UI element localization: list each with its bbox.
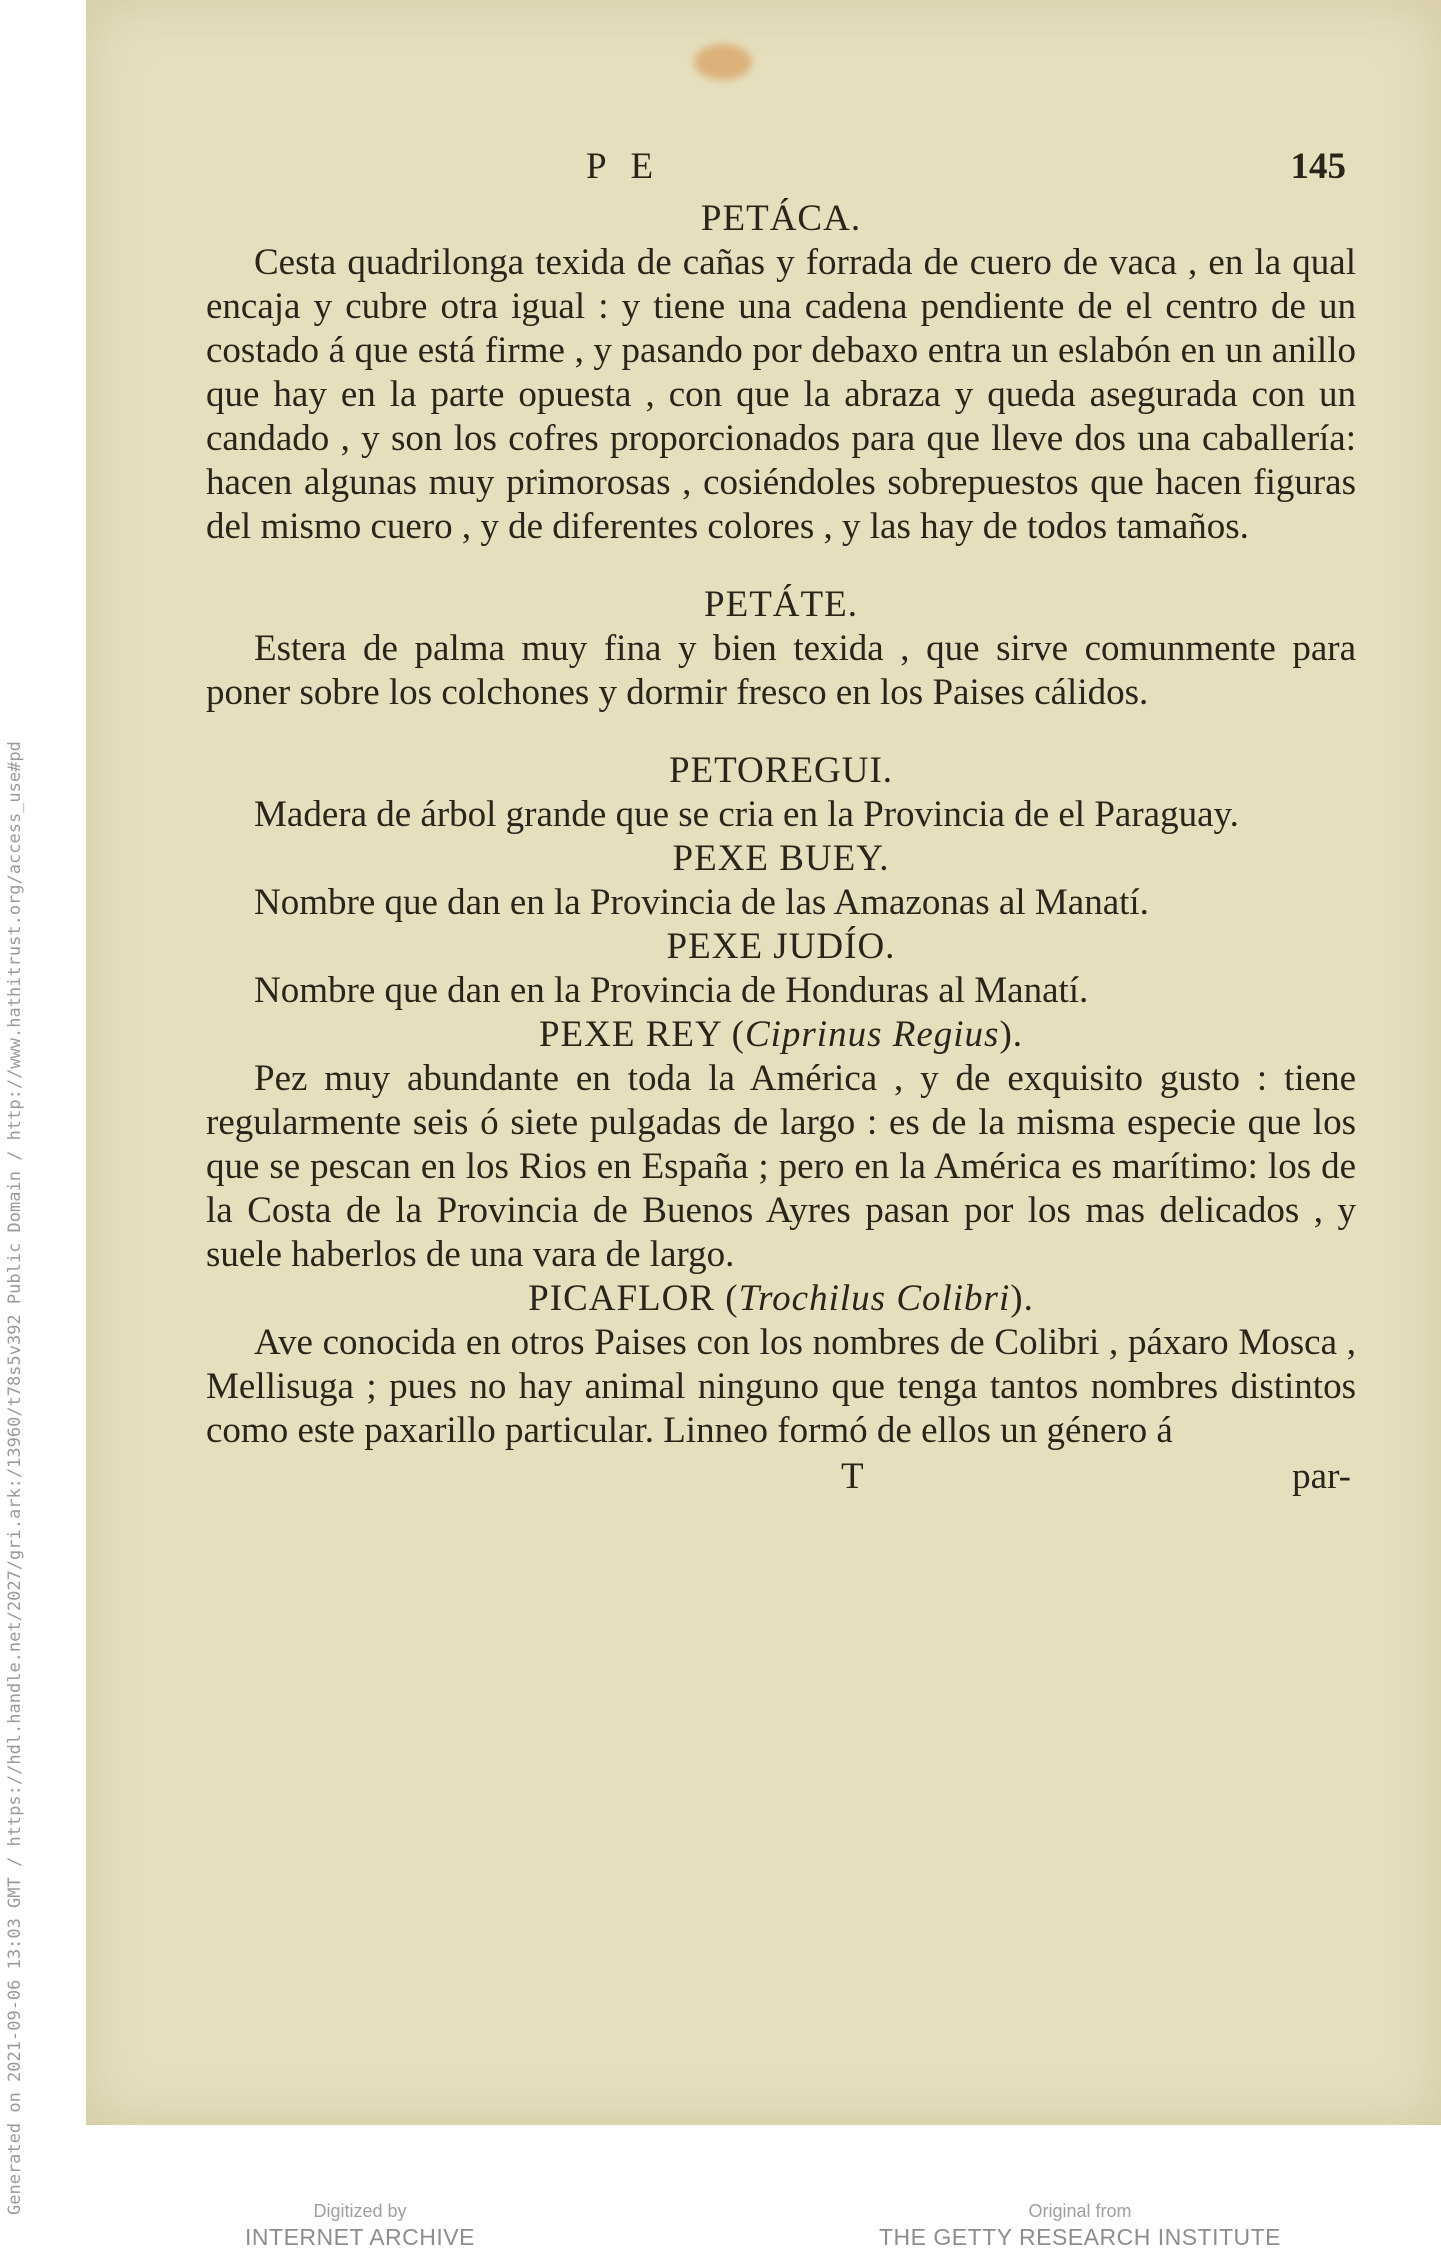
original-from-label: Original from <box>1028 2201 1132 2221</box>
entry-title-close: ). <box>999 1014 1024 1055</box>
entry-title: PEXE BUEY. <box>672 838 890 879</box>
entry-pexe-judio <box>206 925 1356 1013</box>
entry-title-text: PICAFLOR ( <box>528 1278 739 1319</box>
page-stain <box>694 44 752 80</box>
scientific-name: Trochilus Colibri <box>738 1278 1011 1319</box>
entry-body: Nombre que dan en la Provincia de Honduras al Manatí. <box>254 970 1089 1011</box>
entry-title-text: PEXE REY ( <box>538 1014 745 1055</box>
generation-note: Generated on 2021-09-06 13:03 GMT / https://hdl.handle.net/2027/gri.ark:/13960/t78s5v392 Public Domain / http://www.hathitrust.org/access_use#pd <box>5 741 25 2215</box>
entry-body: Madera de árbol grande que se cria en la Provincia de el Paraguay. <box>254 794 1239 835</box>
page-number: 145 <box>1290 146 1346 187</box>
signature-mark: T <box>841 1456 864 1497</box>
page-text <box>206 145 1356 1499</box>
source-institution: THE GETTY RESEARCH INSTITUTE <box>878 2224 1282 2250</box>
entry-body: Pez muy abundante en toda la América , y de exquisito gusto : tiene regularmente seis ó siete pulgadas de largo : es de la misma especie que los que se pescan en los Rios en España ; pero en la América es marítimo: los de la Costa de la Provincia de Buenos Ayres pasan por los mas delicados , y suele haberlos de una vara de largo. <box>206 1058 1356 1275</box>
entry-petoregui <box>206 749 1356 837</box>
catchword: par- <box>1292 1456 1351 1497</box>
entry-title <box>206 1277 1356 1321</box>
digitizer-name: INTERNET ARCHIVE <box>245 2224 475 2250</box>
entry-petate <box>206 583 1356 715</box>
entry-body: Nombre que dan en la Provincia de las Amazonas al Manatí. <box>254 882 1149 923</box>
entry-title-close: ). <box>1010 1278 1034 1319</box>
book-page <box>86 0 1441 2125</box>
entry-title: PETÁCA. <box>700 198 862 239</box>
digitized-by-label: Digitized by <box>313 2201 407 2221</box>
entry-title: PETÁTE. <box>704 584 858 625</box>
entry-pexe-rey <box>206 1013 1356 1277</box>
entry-title: PEXE JUDÍO. <box>666 926 896 967</box>
entry-picaflor <box>206 1277 1356 1453</box>
page-footer <box>206 1455 1356 1499</box>
entry-pexe-buey <box>206 837 1356 925</box>
entry-title: PETOREGUI. <box>668 750 894 791</box>
scientific-name: Ciprinus Regius <box>744 1014 1000 1055</box>
running-head <box>206 145 1356 197</box>
running-head-letters: P E <box>586 146 662 187</box>
entry-body: Ave conocida en otros Paises con los nombres de Colibri , páxaro Mosca , Mellisuga ; pues no hay animal ninguno que tenga tantos nombres distintos como este paxarillo particular. Linneo formó de ellos un género á <box>206 1322 1356 1451</box>
entry-petaca <box>206 197 1356 549</box>
entry-body: Estera de palma muy fina y bien texida , que sirve comunmente para poner sobre los colchones y dormir fresco en los Paises cálidos. <box>206 628 1356 713</box>
entry-body: Cesta quadrilonga texida de cañas y forrada de cuero de vaca , en la qual encaja y cubre otra igual : y tiene una cadena pendiente de el centro de un costado á que está firme , y pasando por debaxo entra un eslabón en un anillo que hay en la parte opuesta , con que la abraza y queda asegurada con un candado , y son los cofres proporcionados para que lleve dos una caballería: hacen algunas muy primorosas , cosiéndoles sobrepuestos que hacen figuras del mismo cuero , y de diferentes colores , y las hay de todos tamaños. <box>206 242 1356 547</box>
entry-title <box>206 1013 1356 1057</box>
digitizer-watermark <box>210 2200 510 2252</box>
source-watermark <box>870 2200 1290 2252</box>
